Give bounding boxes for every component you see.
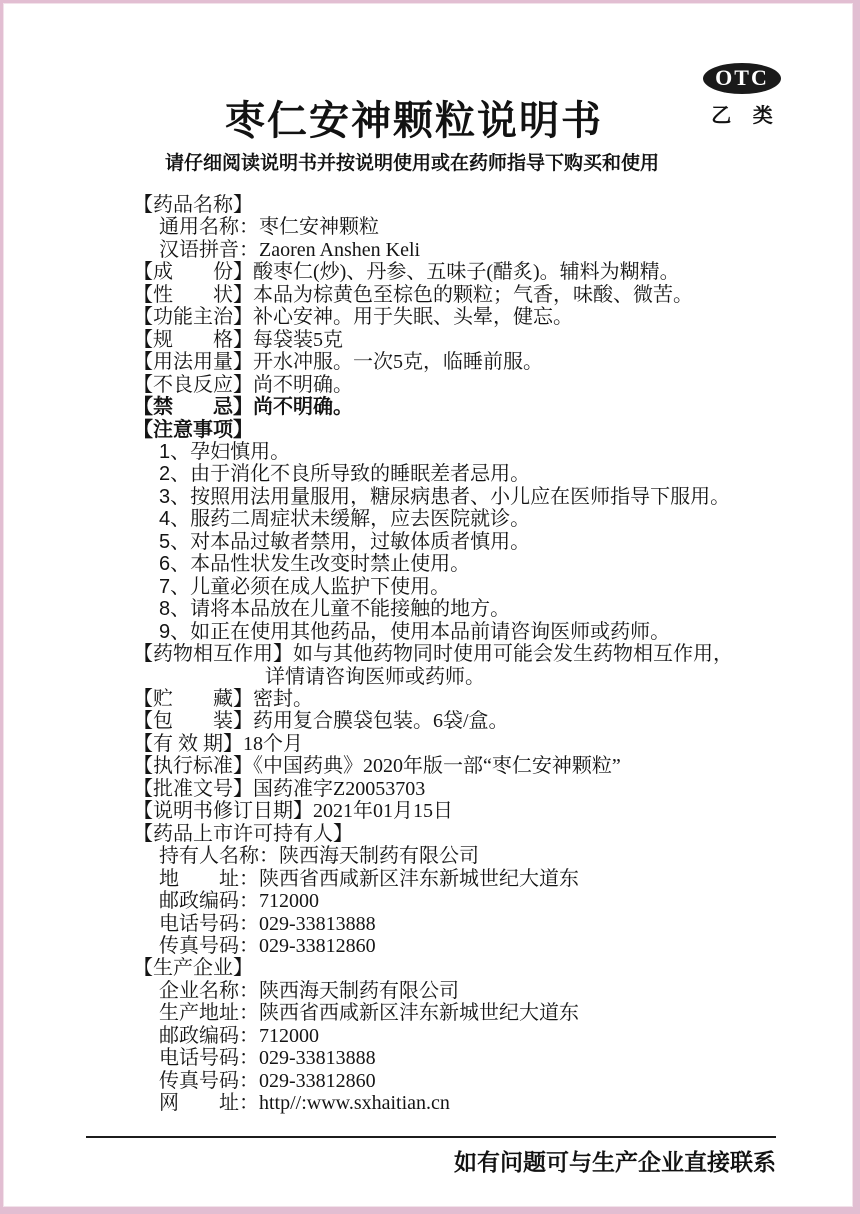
leaflet-line: 【性 状】本品为棕黄色至棕色的颗粒；气香，味酸、微苦。 [133, 283, 693, 306]
leaflet-page [3, 3, 853, 1207]
leaflet-line: 【有 效 期】18个月 [133, 732, 303, 755]
leaflet-line: 9、如正在使用其他药品，使用本品前请咨询医师或药师。 [159, 620, 671, 643]
leaflet-line: 持有人名称：陕西海天制药有限公司 [159, 845, 479, 868]
leaflet-line: 电话号码：029-33813888 [159, 1047, 376, 1070]
leaflet-line: 【注意事项】 [133, 418, 253, 441]
otc-class-label: 乙 类 [711, 105, 781, 127]
leaflet-line: 【药品上市许可持有人】 [133, 822, 353, 845]
leaflet-line: 【批准文号】国药准字Z20053703 [133, 777, 426, 800]
leaflet-line: 1、孕妇慎用。 [159, 440, 291, 463]
leaflet-line: 企业名称：陕西海天制药有限公司 [159, 979, 459, 1002]
leaflet-line: 【贮 藏】密封。 [133, 687, 313, 710]
leaflet-line: 邮政编码：712000 [159, 890, 319, 913]
leaflet-line: 5、对本品过敏者禁用，过敏体质者慎用。 [159, 530, 531, 553]
leaflet-line: 2、由于消化不良所导致的睡眠差者忌用。 [159, 463, 531, 486]
leaflet-line: 【药品名称】 [133, 194, 253, 216]
leaflet-line: 【成 份】酸枣仁(炒)、丹参、五味子(醋炙)。辅料为糊精。 [133, 261, 680, 284]
leaflet-line: 【用法用量】开水冲服。一次5克，临睡前服。 [133, 351, 543, 374]
leaflet-line: 地 址：陕西省西咸新区沣东新城世纪大道东 [159, 867, 579, 890]
leaflet-line: 邮政编码：712000 [159, 1024, 319, 1047]
leaflet-line: 汉语拼音：Zaoren Anshen Keli [159, 238, 421, 261]
otc-ellipse-icon: OTC [703, 63, 781, 94]
leaflet-line: 【功能主治】补心安神。用于失眠、头晕，健忘。 [133, 306, 573, 329]
leaflet-line: 【生产企业】 [133, 957, 253, 980]
page-subtitle: 请仔细阅读说明书并按说明使用或在药师指导下购买和使用 [164, 153, 659, 174]
leaflet-line: 通用名称：枣仁安神颗粒 [159, 216, 379, 239]
leaflet-line: 【规 格】每袋装5克 [133, 328, 343, 351]
leaflet-line: 8、请将本品放在儿童不能接触的地方。 [159, 598, 511, 621]
leaflet-line: 3、按照用法用量服用，糖尿病患者、小儿应在医师指导下服用。 [159, 485, 731, 508]
leaflet-line: 【不良反应】尚不明确。 [133, 373, 353, 396]
leaflet-line: 传真号码：029-33812860 [159, 934, 376, 957]
leaflet-line: 详情请咨询医师或药师。 [265, 665, 485, 688]
leaflet-line: 【执行标准】《中国药典》2020年版一部“枣仁安神颗粒” [133, 755, 621, 778]
leaflet-line: 4、服药二周症状未缓解，应去医院就诊。 [159, 508, 531, 531]
leaflet-line: 6、本品性状发生改变时禁止使用。 [159, 553, 471, 576]
footer-note: 如有问题可与生产企业直接联系 [454, 1149, 776, 1175]
leaflet-line: 网 址：http//:www.sxhaitian.cn [159, 1092, 450, 1115]
leaflet-line: 【说明书修订日期】2021年01月15日 [133, 800, 453, 823]
leaflet-line: 生产地址：陕西省西咸新区沣东新城世纪大道东 [159, 1002, 579, 1025]
leaflet-line: 【包 装】药用复合膜袋包装。6袋/盒。 [133, 710, 509, 733]
footer-divider [86, 1136, 776, 1138]
leaflet-line: 7、儿童必须在成人监护下使用。 [159, 575, 451, 598]
leaflet-line: 【禁 忌】尚不明确。 [133, 396, 353, 419]
leaflet-line: 电话号码：029-33813888 [159, 912, 376, 935]
page-title: 枣仁安神颗粒说明书 [225, 99, 603, 143]
leaflet-line: 传真号码：029-33812860 [159, 1069, 376, 1092]
leaflet-line: 【药物相互作用】如与其他药物同时使用可能会发生药物相互作用， [133, 643, 733, 666]
leaflet-body [133, 194, 823, 1115]
